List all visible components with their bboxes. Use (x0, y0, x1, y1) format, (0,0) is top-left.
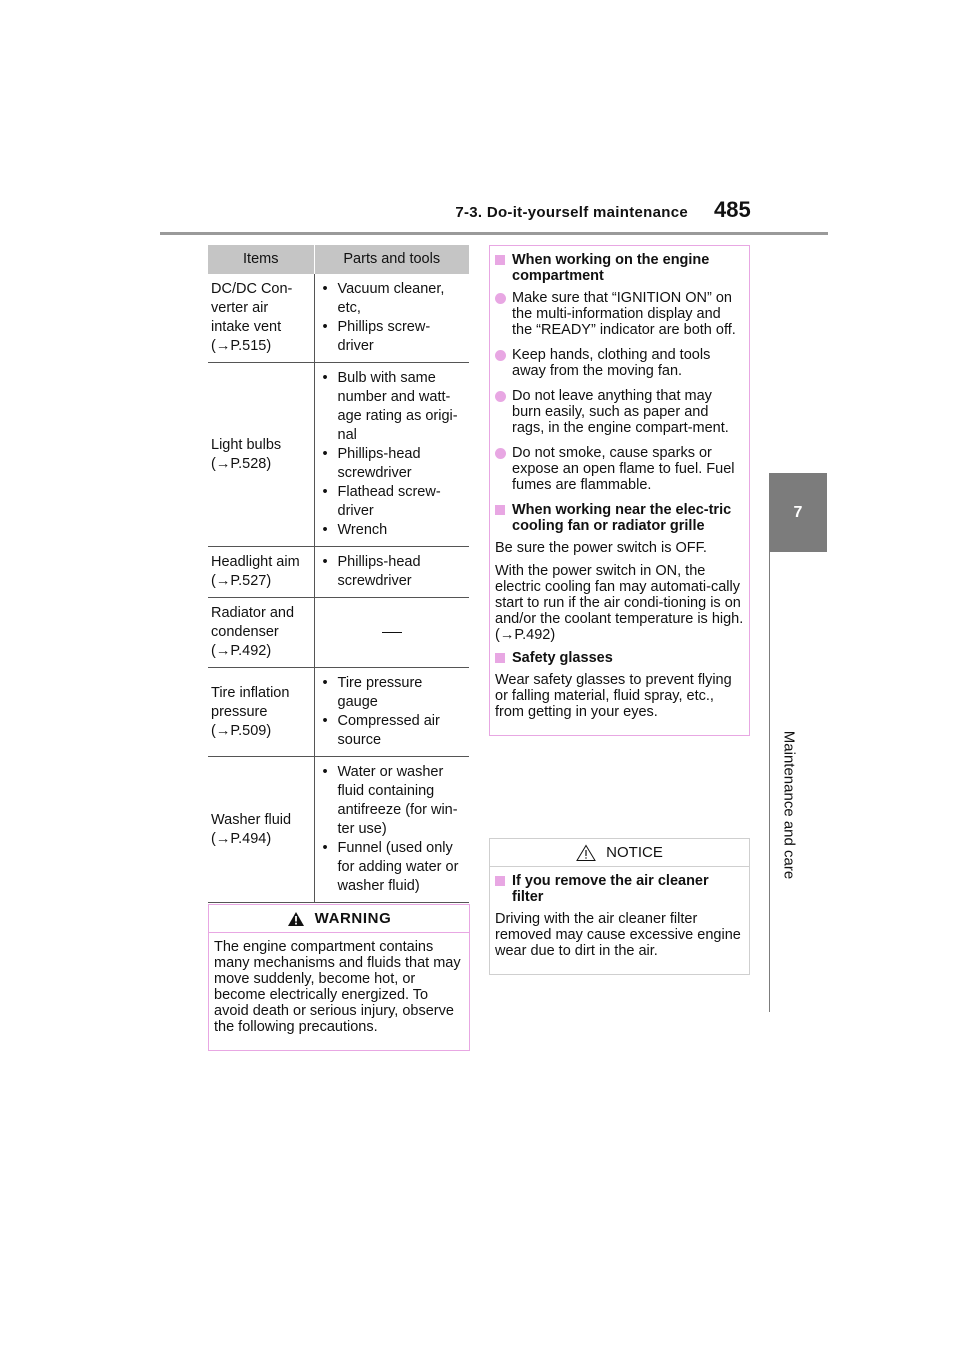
table-row (208, 757, 469, 903)
warning-label: WARNING (314, 909, 392, 927)
list-item: • Tire pressure gauge (318, 674, 467, 712)
notice-header (490, 839, 749, 867)
list-item: • Flathead screw-driver (318, 483, 467, 521)
chapter-side-rule (769, 552, 770, 1012)
circle-bullet-icon (495, 448, 506, 459)
square-bullet-icon (495, 653, 505, 663)
list-item: Do not smoke, cause sparks or expose an open flame to fuel. Fuel fumes are flammable. (495, 445, 744, 493)
circle-bullet-icon (495, 293, 506, 304)
list-item: • Wrench (318, 521, 467, 540)
tools-cell (314, 598, 469, 668)
safety-glasses-text: Wear safety glasses to prevent flying or falling material, fluid spray, etc., from getting in your eyes. (495, 672, 732, 720)
list-item: • Bulb with same number and watt-age rating as origi-nal (318, 369, 467, 445)
circle-bullet-icon (495, 350, 506, 361)
chapter-label: Maintenance and care (780, 730, 798, 880)
chapter-tab (769, 473, 827, 552)
header-divider (160, 232, 828, 235)
notice-box (489, 838, 750, 975)
tools-cell (314, 757, 469, 903)
warning-box (208, 904, 470, 1051)
tools-cell (314, 547, 469, 598)
list-item: • Phillips-head screwdriver (318, 553, 467, 591)
table-row (208, 547, 469, 598)
item-cell: Radiator and condenser (→P.492) (208, 598, 314, 668)
table-header-row (208, 245, 469, 274)
precautions-box (489, 245, 750, 736)
item-cell: Headlight aim (→P.527) (208, 547, 314, 598)
tools-cell (314, 668, 469, 757)
fan-text-2: With the power switch in ON, the electric cooling fan may automati-cally start to run if the air condi-tioning is on and/or the coolant temperature is high. (→P.492) (495, 563, 744, 643)
square-bullet-icon (495, 876, 505, 886)
list-item: • Compressed air source (318, 712, 467, 750)
table-row (208, 668, 469, 757)
air-cleaner-heading: If you remove the air cleaner filter (495, 873, 744, 905)
item-cell: DC/DC Con- verter air intake vent (→P.515) (208, 274, 314, 363)
tools-cell (314, 363, 469, 547)
list-item: Do not leave anything that may burn easily, such as paper and rags, in the engine compart-ment. (495, 388, 744, 436)
header-items: Items (208, 245, 314, 274)
tools-cell (314, 274, 469, 363)
list-item: • Funnel (used only for adding water or washer fluid) (318, 839, 467, 896)
warning-header (209, 905, 469, 933)
table-row (208, 363, 469, 547)
engine-compartment-heading: When working on the engine compartment (495, 252, 744, 284)
warning-triangle-icon (287, 911, 305, 927)
notice-text: Driving with the air cleaner filter removed may cause excessive engine wear due to dirt in the air. (495, 911, 741, 959)
notice-label: NOTICE (606, 843, 663, 861)
square-bullet-icon (495, 505, 505, 515)
page-number: 485 (714, 197, 751, 222)
parts-and-tools-table (208, 245, 469, 903)
caution-triangle-icon (576, 844, 596, 862)
list-item: • Phillips screw-driver (318, 318, 467, 356)
table-row (208, 274, 469, 363)
not-applicable-dash (382, 632, 402, 633)
cooling-fan-heading: When working near the elec-tric cooling fan or radiator grille (495, 502, 744, 534)
list-item: • Phillips-head screwdriver (318, 445, 467, 483)
list-item: Keep hands, clothing and tools away from the moving fan. (495, 347, 744, 379)
list-item: Make sure that “IGNITION ON” on the multi-information display and the “READY” indicator are both off. (495, 290, 744, 338)
section-title: 7-3. Do-it-yourself maintenance (455, 204, 688, 221)
item-cell: Washer fluid (→P.494) (208, 757, 314, 903)
fan-text-1: Be sure the power switch is OFF. (495, 540, 707, 556)
warning-text: The engine compartment contains many mechanisms and fluids that may move suddenly, become hot, or become electrically energized. To avoid death or serious injury, observe the following precautions. (214, 939, 461, 1035)
square-bullet-icon (495, 255, 505, 265)
item-cell: Light bulbs (→P.528) (208, 363, 314, 547)
safety-glasses-heading: Safety glasses (495, 650, 744, 666)
circle-bullet-icon (495, 391, 506, 402)
chapter-number: 7 (793, 503, 803, 521)
table-row (208, 598, 469, 668)
header-parts-tools: Parts and tools (314, 245, 469, 274)
list-item: • Water or washer fluid containing antifreeze (for win-ter use) (318, 763, 467, 839)
list-item: • Vacuum cleaner, etc, (318, 280, 467, 318)
item-cell: Tire inflation pressure (→P.509) (208, 668, 314, 757)
